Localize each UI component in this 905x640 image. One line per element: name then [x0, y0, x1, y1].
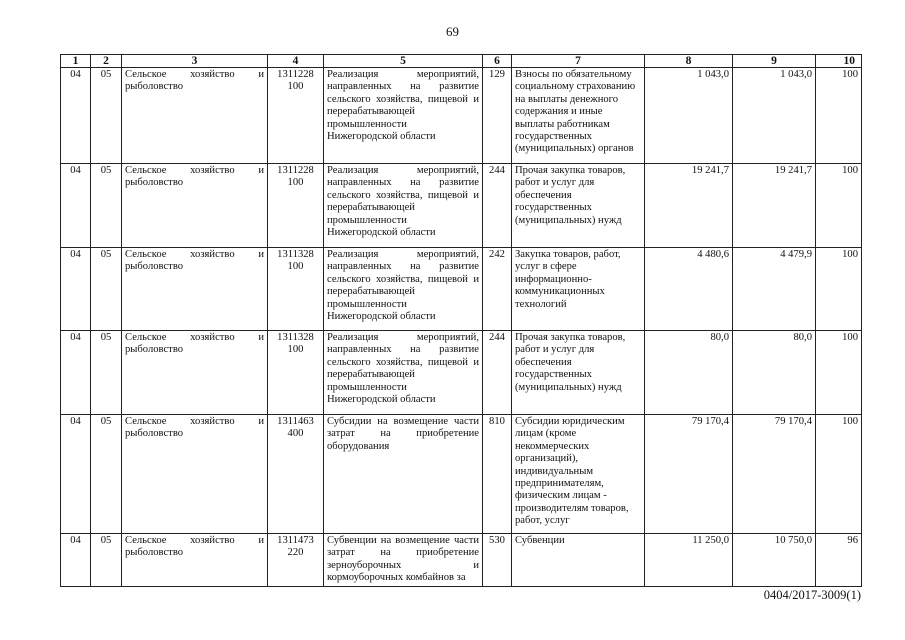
column-header: 2 — [91, 55, 122, 68]
subsection-code: 05 — [91, 248, 122, 331]
subsection-code: 05 — [91, 164, 122, 248]
executed-amount: 4 479,9 — [733, 248, 816, 331]
table-row — [61, 331, 862, 415]
column-header: 9 — [733, 55, 816, 68]
approved-amount: 11 250,0 — [645, 534, 733, 587]
executed-amount: 79 170,4 — [733, 415, 816, 534]
section-name: Сельское хозяйство и рыболовство — [122, 331, 268, 415]
target-article-name: Реализация мероприятий, направленных на развитие сельского хозяйства, пищевой и перерабатывающей промышленности Нижегородской области — [324, 68, 483, 164]
execution-percent: 100 — [816, 164, 862, 248]
table-row — [61, 415, 862, 534]
section-code: 04 — [61, 415, 91, 534]
executed-amount: 1 043,0 — [733, 68, 816, 164]
approved-amount: 79 170,4 — [645, 415, 733, 534]
expense-type-code: 244 — [483, 164, 512, 248]
executed-amount: 80,0 — [733, 331, 816, 415]
column-header: 10 — [816, 55, 862, 68]
table-row — [61, 164, 862, 248]
target-article-name: Реализация мероприятий, направленных на развитие сельского хозяйства, пищевой и перерабатывающей промышленности Нижегородской области — [324, 164, 483, 248]
expense-type-code: 242 — [483, 248, 512, 331]
expense-type-name: Субвенции — [512, 534, 645, 587]
target-article-code: 1311328 100 — [268, 331, 324, 415]
expense-type-name: Взносы по обязательному социальному страхованию на выплаты денежного содержания и иные выплаты работникам государственных (муниципальных) органов — [512, 68, 645, 164]
target-article-code: 1311228 100 — [268, 164, 324, 248]
expense-type-name: Прочая закупка товаров, работ и услуг для обеспечения государственных (муниципальных) нужд — [512, 331, 645, 415]
column-header: 6 — [483, 55, 512, 68]
document-code: 0404/2017-3009(1) — [763, 588, 861, 602]
execution-percent: 100 — [816, 415, 862, 534]
subsection-code: 05 — [91, 415, 122, 534]
expense-type-name: Закупка товаров, работ, услуг в сфере информационно-коммуникационных технологий — [512, 248, 645, 331]
table-row — [61, 68, 862, 164]
execution-percent: 96 — [816, 534, 862, 587]
execution-percent: 100 — [816, 248, 862, 331]
column-header: 7 — [512, 55, 645, 68]
executed-amount: 19 241,7 — [733, 164, 816, 248]
subsection-code: 05 — [91, 331, 122, 415]
expense-type-name: Субсидии юридическим лицам (кроме некоммерческих организаций), индивидуальным предпринимателям, физическим лицам - производителям товаров, работ, услуг — [512, 415, 645, 534]
section-name: Сельское хозяйство и рыболовство — [122, 534, 268, 587]
approved-amount: 80,0 — [645, 331, 733, 415]
target-article-name: Реализация мероприятий, направленных на развитие сельского хозяйства, пищевой и перерабатывающей промышленности Нижегородской области — [324, 331, 483, 415]
section-code: 04 — [61, 534, 91, 587]
executed-amount: 10 750,0 — [733, 534, 816, 587]
section-name: Сельское хозяйство и рыболовство — [122, 415, 268, 534]
section-name: Сельское хозяйство и рыболовство — [122, 68, 268, 164]
section-code: 04 — [61, 68, 91, 164]
execution-percent: 100 — [816, 331, 862, 415]
header-row — [61, 55, 862, 68]
column-header: 1 — [61, 55, 91, 68]
execution-percent: 100 — [816, 68, 862, 164]
budget-table — [60, 54, 862, 587]
approved-amount: 19 241,7 — [645, 164, 733, 248]
column-header: 5 — [324, 55, 483, 68]
table-row — [61, 534, 862, 587]
expense-type-code: 530 — [483, 534, 512, 587]
expense-type-code: 129 — [483, 68, 512, 164]
approved-amount: 4 480,6 — [645, 248, 733, 331]
section-name: Сельское хозяйство и рыболовство — [122, 164, 268, 248]
expense-type-name: Прочая закупка товаров, работ и услуг для обеспечения государственных (муниципальных) нужд — [512, 164, 645, 248]
subsection-code: 05 — [91, 68, 122, 164]
column-header: 8 — [645, 55, 733, 68]
section-name: Сельское хозяйство и рыболовство — [122, 248, 268, 331]
page-number: 69 — [446, 24, 459, 39]
target-article-code: 1311473 220 — [268, 534, 324, 587]
section-code: 04 — [61, 248, 91, 331]
section-code: 04 — [61, 331, 91, 415]
table-row — [61, 248, 862, 331]
column-header: 3 — [122, 55, 268, 68]
expense-type-code: 244 — [483, 331, 512, 415]
target-article-name: Субсидии на возмещение части затрат на приобретение оборудования — [324, 415, 483, 534]
column-header: 4 — [268, 55, 324, 68]
target-article-name: Субвенции на возмещение части затрат на приобретение зерноуборочных и кормоуборочных комбайнов за — [324, 534, 483, 587]
target-article-name: Реализация мероприятий, направленных на развитие сельского хозяйства, пищевой и перерабатывающей промышленности Нижегородской области — [324, 248, 483, 331]
target-article-code: 1311228 100 — [268, 68, 324, 164]
expense-type-code: 810 — [483, 415, 512, 534]
approved-amount: 1 043,0 — [645, 68, 733, 164]
section-code: 04 — [61, 164, 91, 248]
subsection-code: 05 — [91, 534, 122, 587]
target-article-code: 1311328 100 — [268, 248, 324, 331]
target-article-code: 1311463 400 — [268, 415, 324, 534]
